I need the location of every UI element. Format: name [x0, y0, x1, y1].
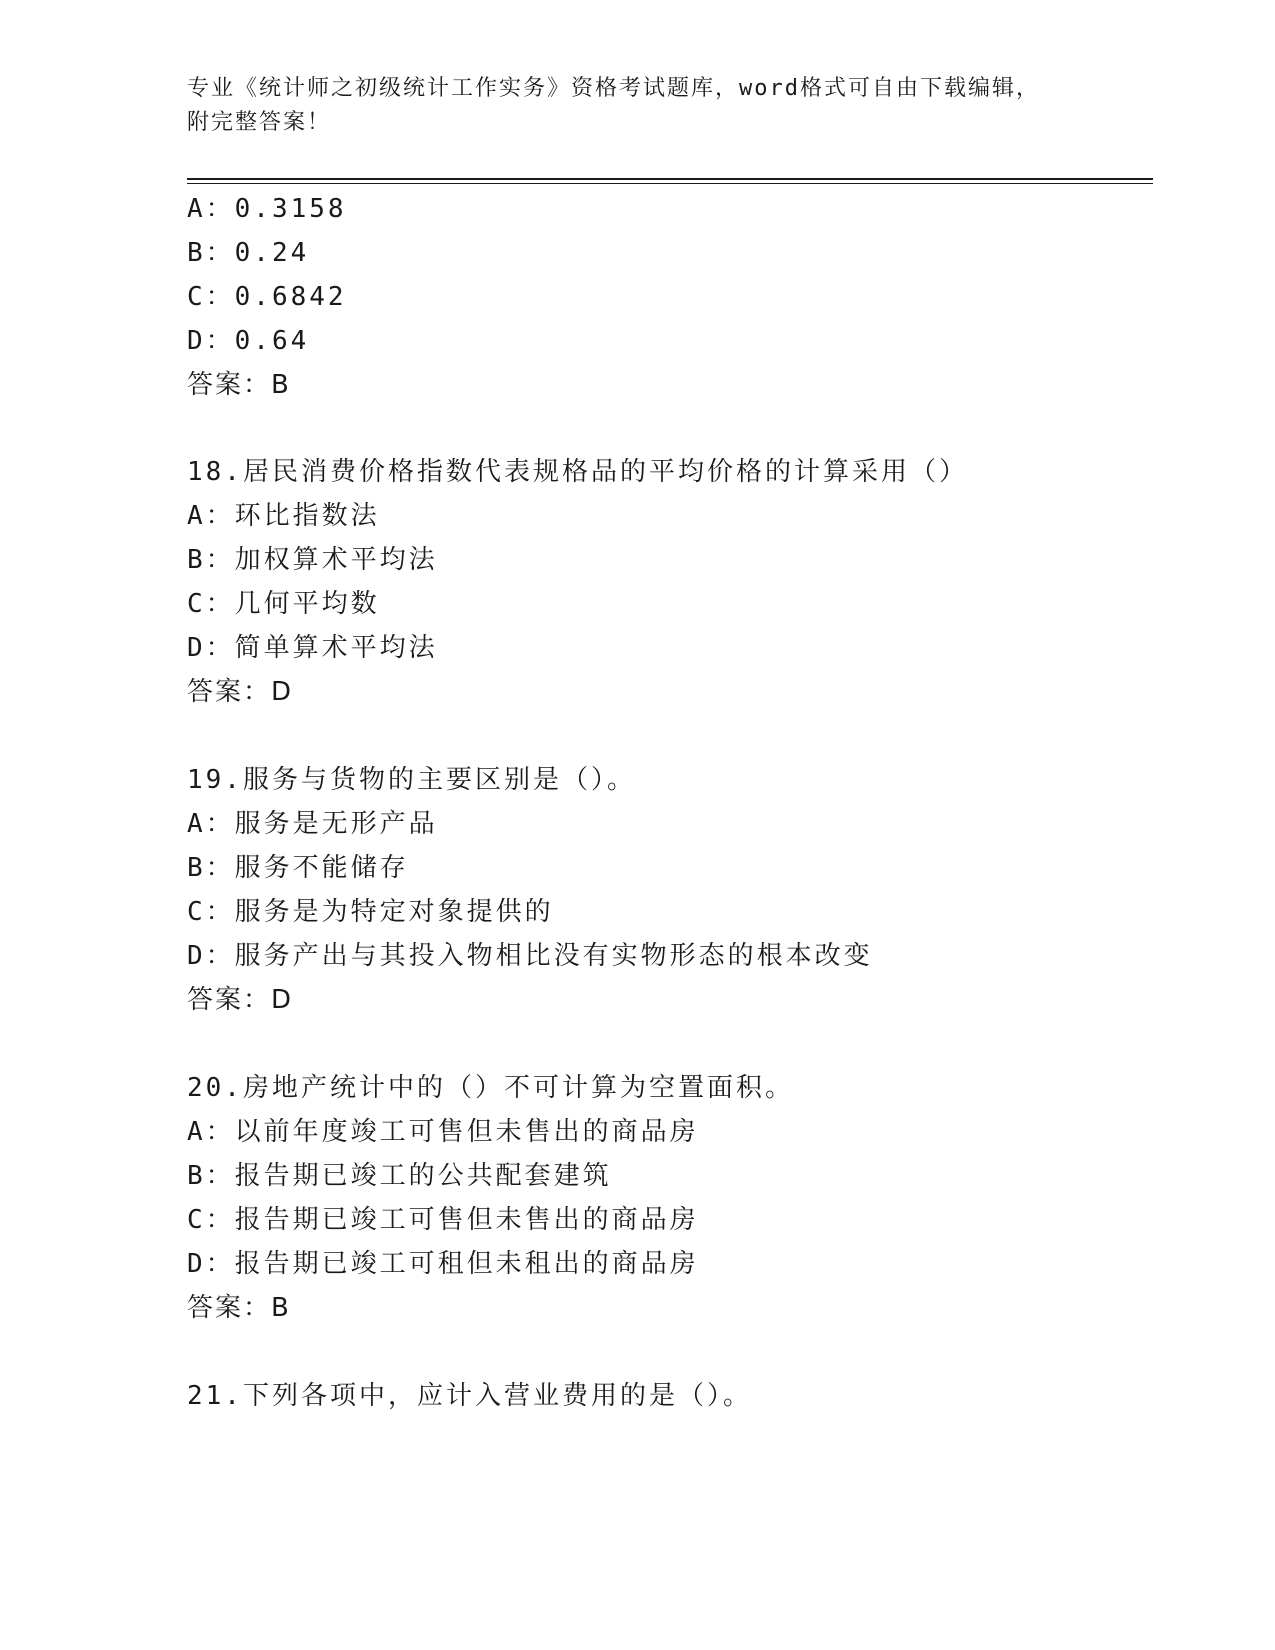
q20-option-b: B：报告期已竣工的公共配套建筑 — [187, 1161, 612, 1191]
q18-answer: 答案：D — [187, 677, 294, 707]
q19-option-a: A：服务是无形产品 — [187, 809, 438, 839]
q18-option-c: C：几何平均数 — [187, 589, 380, 619]
q18-question: 18.居民消费价格指数代表规格品的平均价格的计算采用（） — [187, 457, 968, 487]
document-header — [187, 72, 1087, 140]
q19-option-d: D：服务产出与其投入物相比没有实物形态的根本改变 — [187, 941, 873, 971]
header-line-2: 附完整答案！ — [187, 110, 332, 135]
q19-option-b: B：服务不能储存 — [187, 853, 409, 883]
q17-option-a: A：0.3158 — [187, 194, 347, 224]
q19-option-c: C：服务是为特定对象提供的 — [187, 897, 554, 927]
q18-option-a: A：环比指数法 — [187, 501, 380, 531]
q20-question: 20.房地产统计中的（）不可计算为空置面积。 — [187, 1073, 794, 1103]
header-divider-thin — [187, 183, 1153, 184]
q20-option-d: D：报告期已竣工可租但未租出的商品房 — [187, 1249, 699, 1279]
q20-answer: 答案：B — [187, 1293, 291, 1323]
q18-option-d: D：简单算术平均法 — [187, 633, 438, 663]
q19-question: 19.服务与货物的主要区别是（）。 — [187, 765, 636, 795]
q20-option-a: A：以前年度竣工可售但未售出的商品房 — [187, 1117, 699, 1147]
q18-option-b: B：加权算术平均法 — [187, 545, 438, 575]
header-line-1: 专业《统计师之初级统计工作实务》资格考试题库，word格式可自由下载编辑， — [187, 76, 1040, 101]
q17-option-c: C：0.6842 — [187, 282, 347, 312]
q19-answer: 答案：D — [187, 985, 294, 1015]
header-divider-thick — [187, 178, 1153, 180]
q17-answer: 答案：B — [187, 370, 291, 400]
q17-option-d: D：0.64 — [187, 326, 310, 356]
q20-option-c: C：报告期已竣工可售但未售出的商品房 — [187, 1205, 699, 1235]
q21-question: 21.下列各项中，应计入营业费用的是（）。 — [187, 1381, 752, 1411]
q17-option-b: B：0.24 — [187, 238, 310, 268]
